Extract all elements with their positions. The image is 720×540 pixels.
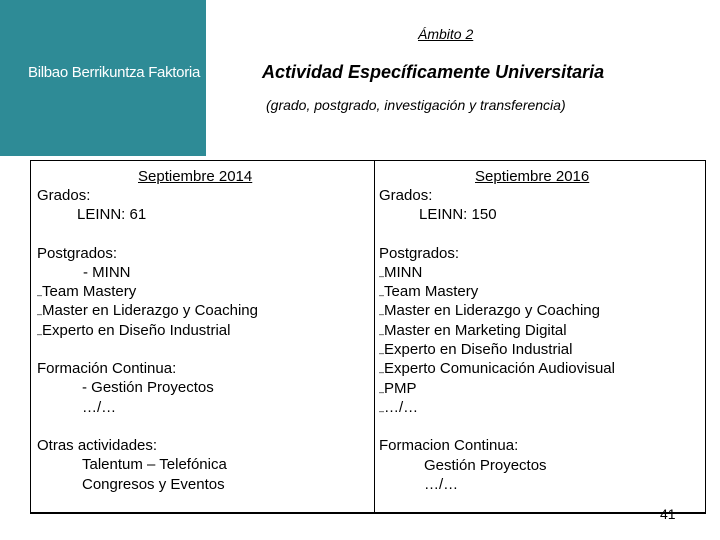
postgrado-item: –Master en Marketing Digital [379,321,567,339]
grados-value: LEINN: 150 [419,206,497,224]
grados-value: LEINN: 61 [77,206,147,224]
column-heading-2016: Septiembre 2016 [475,168,590,185]
postgrado-item: - MINN [83,263,131,281]
postgrado-item: –PMP [379,379,417,397]
grados-label: Grados: [37,187,91,204]
postgrado-item: –Team Mastery [37,283,137,301]
continua-item: …/… [424,475,459,493]
logo-text: Bilbao Berrikuntza Faktoria [28,64,200,81]
postgrado-item: –…/… [379,398,419,416]
page-subtitle: (grado, postgrado, investigación y transferencia) [266,97,566,113]
formacion-continua-label: Formación Continua: [37,360,177,378]
grados-label: Grados: [379,187,433,204]
continua-item: Gestión Proyectos [424,456,547,474]
column-divider [374,161,375,512]
postgrado-item: –Experto Comunicación Audiovisual [379,360,615,378]
postgrado-item: –Team Mastery [379,283,479,301]
otras-item: Congresos y Eventos [82,475,225,493]
otras-item: Talentum – Telefónica [82,456,227,474]
column-heading-2014: Septiembre 2014 [138,168,253,185]
page-number: 41 [660,506,676,522]
page-title: Actividad Específicamente Universitaria [262,62,605,82]
formacion-continua-label: Formacion Continua: [379,437,519,455]
column-2016 [379,161,699,494]
comparison-table [30,160,706,514]
logo-panel [0,0,206,156]
postgrados-label: Postgrados: [37,244,118,262]
postgrado-item: –Master en Liderazgo y Coaching [37,302,258,320]
ambito-label: Ámbito 2 [418,26,474,42]
column-2014 [37,161,367,494]
continua-item: …/… [82,398,117,416]
postgrado-item: –Master en Liderazgo y Coaching [379,302,600,320]
postgrado-item: –Experto en Diseño Industrial [37,321,231,339]
postgrado-item: –MINN [379,263,423,281]
otras-actividades-label: Otras actividades: [37,436,158,454]
postgrados-label: Postgrados: [379,244,460,262]
postgrado-item: –Experto en Diseño Industrial [379,341,573,359]
continua-item: - Gestión Proyectos [82,379,214,397]
